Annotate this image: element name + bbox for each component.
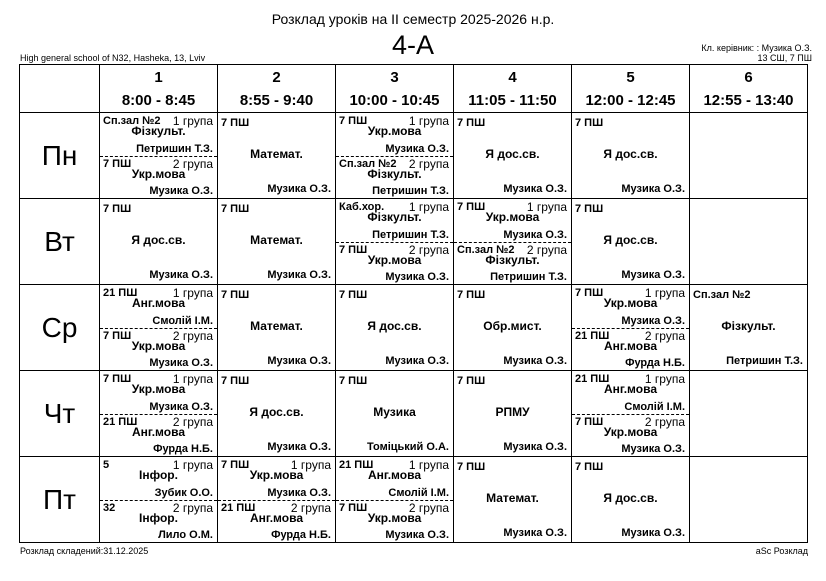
lesson-cell[interactable]: [100, 285, 218, 371]
teacher-label: Музика О.З.: [267, 183, 331, 195]
subject-label: Математ.: [486, 491, 539, 505]
lesson-cell[interactable]: [572, 457, 690, 543]
lesson-cell[interactable]: [218, 113, 336, 199]
group-label: 1 група: [172, 458, 213, 472]
group-label: 1 група: [644, 286, 685, 300]
lesson-cell[interactable]: [454, 285, 572, 371]
app-credit: aSc Розклад: [755, 546, 808, 556]
corner-cell: [20, 65, 100, 113]
group-lesson[interactable]: [100, 113, 217, 157]
lesson-cell[interactable]: [100, 457, 218, 543]
group-lesson[interactable]: [336, 199, 453, 243]
class-teacher-info: [701, 43, 812, 63]
group-lesson[interactable]: [572, 371, 689, 415]
subject-label: Укр.мова: [367, 252, 422, 267]
group-lesson[interactable]: [100, 328, 217, 371]
teacher-label: Петришин Т.З.: [372, 185, 449, 197]
subject-label: Укр.мова: [249, 468, 304, 482]
lesson-cell[interactable]: [100, 199, 218, 285]
group-lesson[interactable]: [572, 328, 689, 371]
room-label: 7 ПШ: [221, 289, 250, 301]
lesson-cell[interactable]: [454, 199, 572, 285]
subject-label: Анг.мова: [250, 510, 303, 525]
empty-cell: [690, 457, 808, 543]
day-name: Пт: [20, 457, 100, 543]
subject-label: Я дос.св.: [367, 319, 422, 333]
subject-label: РПМУ: [495, 405, 530, 419]
class-room-line: 13 СШ, 7 ПШ: [757, 53, 812, 63]
day-row: [20, 113, 808, 199]
lesson-cell[interactable]: [218, 457, 336, 543]
teacher-label: Томіцький О.А.: [366, 441, 449, 453]
group-lesson[interactable]: [100, 371, 217, 415]
teacher-label: Музика О.З.: [149, 185, 213, 197]
period-number: 1: [154, 69, 163, 86]
subject-label: Я дос.св.: [603, 233, 658, 247]
group-label: 2 група: [172, 500, 213, 515]
teacher-label: Петришин Т.З.: [490, 271, 567, 283]
lesson-cell[interactable]: [336, 113, 454, 199]
group-lesson[interactable]: [336, 113, 453, 157]
room-label: 7 ПШ: [339, 501, 368, 514]
lesson-cell[interactable]: [454, 113, 572, 199]
lesson-cell[interactable]: [100, 113, 218, 199]
group-label: 1 група: [526, 200, 567, 214]
group-label: 1 група: [172, 372, 213, 386]
group-lesson[interactable]: [454, 242, 571, 285]
lesson-cell[interactable]: [572, 285, 690, 371]
room-label: 7 ПШ: [103, 203, 132, 215]
room-label: 7 ПШ: [575, 287, 604, 299]
period-header: [690, 65, 808, 113]
subject-label: Фізкульт.: [721, 319, 776, 333]
teacher-label: Музика О.З.: [503, 527, 567, 539]
group-lesson[interactable]: [100, 414, 217, 457]
empty-cell: [690, 199, 808, 285]
room-label: 7 ПШ: [221, 375, 250, 387]
teacher-label: Музика О.З.: [503, 355, 567, 367]
group-label: 2 група: [290, 500, 331, 515]
teacher-label: Петришин Т.З.: [726, 355, 803, 367]
group-label: 1 група: [172, 286, 213, 300]
teacher-label: Музика О.З.: [385, 355, 449, 367]
room-label: 7 ПШ: [575, 203, 604, 215]
group-lesson[interactable]: [336, 500, 453, 543]
teacher-label: Музика О.З.: [621, 269, 685, 281]
day-row: [20, 371, 808, 457]
subject-label: Математ.: [250, 147, 303, 161]
period-number: 3: [390, 69, 399, 86]
lesson-cell[interactable]: [336, 199, 454, 285]
teacher-label: Смолій І.М.: [152, 314, 213, 327]
teacher-label: Фурда Н.Б.: [153, 443, 213, 455]
subject-label: Анг.мова: [604, 382, 657, 396]
room-label: 21 ПШ: [575, 329, 610, 342]
room-label: 7 ПШ: [575, 415, 604, 428]
teacher-label: Музика О.З.: [385, 271, 449, 283]
teacher-label: Зубик О.О.: [154, 486, 213, 499]
room-label: 7 ПШ: [457, 375, 486, 387]
period-time: 8:55 - 9:40: [239, 92, 314, 109]
group-label: 2 група: [526, 242, 567, 257]
room-label: Сп.зал №2: [103, 115, 161, 127]
subject-label: Я дос.св.: [603, 147, 658, 161]
room-label: 7 ПШ: [575, 461, 604, 473]
empty-cell: [690, 113, 808, 199]
room-label: 7 ПШ: [339, 289, 368, 301]
group-label: 1 група: [290, 458, 331, 472]
day-name: Чт: [20, 371, 100, 457]
group-lesson[interactable]: [100, 285, 217, 329]
subject-label: Обр.мист.: [483, 319, 542, 333]
subject-label: Я дос.св.: [249, 405, 304, 419]
room-label: 7 ПШ: [457, 201, 486, 213]
group-label: 1 група: [408, 114, 449, 128]
day-name: Вт: [20, 199, 100, 285]
group-lesson[interactable]: [100, 500, 217, 543]
room-label: 7 ПШ: [103, 157, 132, 170]
period-time: 8:00 - 8:45: [121, 92, 196, 109]
room-label: 5: [103, 459, 110, 471]
day-row: [20, 285, 808, 371]
teacher-label: Музика О.З.: [621, 443, 685, 455]
subject-label: Анг.мова: [604, 338, 657, 353]
group-label: 2 група: [172, 414, 213, 429]
subject-label: Укр.мова: [131, 382, 186, 396]
lesson-cell[interactable]: [454, 457, 572, 543]
subject-label: Фізкульт.: [131, 124, 186, 138]
teacher-label: Музика О.З.: [385, 529, 449, 541]
room-label: 7 ПШ: [457, 117, 486, 129]
teacher-label: Фурда Н.Б.: [271, 529, 331, 541]
day-row: [20, 457, 808, 543]
group-label: 2 група: [644, 328, 685, 343]
period-time: 10:00 - 10:45: [349, 92, 440, 109]
teacher-label: Лило О.М.: [158, 529, 213, 541]
room-label: Сп.зал №2: [457, 243, 515, 256]
subject-label: Фізкульт.: [367, 210, 422, 224]
group-lesson[interactable]: [100, 156, 217, 199]
teacher-label: Музика О.З.: [621, 183, 685, 195]
teacher-label: Смолій І.М.: [624, 400, 685, 413]
group-label: 2 група: [644, 414, 685, 429]
teacher-label: Музика О.З.: [621, 314, 685, 327]
group-label: 1 група: [408, 458, 449, 472]
group-lesson[interactable]: [336, 457, 453, 501]
timetable-body: [20, 113, 808, 543]
group-label: 1 група: [408, 200, 449, 214]
period-time: 12:00 - 12:45: [585, 92, 676, 109]
group-label: 2 група: [172, 156, 213, 171]
class-teacher-line: Кл. керівник: : Музика О.З.: [701, 43, 812, 53]
group-label: 1 група: [172, 114, 213, 128]
page-title: Розклад уроків на ІІ семестр 2025-2026 н.р.: [271, 11, 555, 27]
lesson-cell[interactable]: [572, 199, 690, 285]
school-name: High general school of N32, Hasheka, 13, Lviv: [20, 53, 206, 63]
subject-label: Музика: [373, 405, 416, 419]
room-label: 7 ПШ: [103, 329, 132, 342]
period-number: 2: [272, 69, 281, 86]
lesson-cell[interactable]: [218, 285, 336, 371]
group-lesson[interactable]: [100, 457, 217, 501]
subject-label: Фізкульт.: [367, 166, 422, 181]
class-name: 4-А: [391, 30, 435, 60]
group-lesson[interactable]: [336, 156, 453, 199]
room-label: 7 ПШ: [457, 289, 486, 301]
room-label: 7 ПШ: [103, 373, 132, 385]
room-label: 21 ПШ: [339, 459, 374, 471]
period-time: 11:05 - 11:50: [468, 92, 557, 109]
subject-label: Математ.: [250, 233, 303, 247]
room-label: Сп.зал №2: [693, 289, 751, 301]
subject-label: Укр.мова: [367, 510, 422, 525]
group-lesson[interactable]: [218, 457, 335, 501]
period-number: 4: [508, 69, 517, 86]
room-label: 32: [103, 501, 116, 514]
room-label: Каб.хор.: [339, 201, 385, 213]
teacher-label: Музика О.З.: [149, 357, 213, 369]
room-label: 21 ПШ: [103, 415, 138, 428]
room-label: 21 ПШ: [575, 373, 610, 385]
day-name: Пн: [20, 113, 100, 199]
group-label: 2 група: [408, 242, 449, 257]
day-name: Ср: [20, 285, 100, 371]
period-header-row: [20, 65, 808, 113]
lesson-cell[interactable]: [218, 199, 336, 285]
room-label: 7 ПШ: [339, 243, 368, 256]
timetable-grid: [19, 64, 808, 543]
group-label: 2 група: [408, 500, 449, 515]
group-lesson[interactable]: [218, 500, 335, 543]
subject-label: Інфор.: [139, 468, 178, 482]
group-label: 2 група: [172, 328, 213, 343]
period-header: [572, 65, 690, 113]
subject-label: Укр.мова: [485, 210, 540, 224]
period-number: 6: [744, 69, 753, 86]
room-label: 7 ПШ: [221, 117, 250, 129]
subject-label: Фізкульт.: [485, 252, 540, 267]
subject-label: Укр.мова: [603, 424, 658, 439]
teacher-label: Музика О.З.: [503, 228, 567, 241]
group-lesson[interactable]: [336, 242, 453, 285]
teacher-label: Петришин Т.З.: [372, 228, 449, 241]
teacher-label: Фурда Н.Б.: [625, 357, 685, 369]
room-label: 21 ПШ: [221, 501, 256, 514]
subject-label: Інфор.: [139, 510, 178, 525]
teacher-label: Музика О.З.: [149, 269, 213, 281]
group-label: 2 група: [408, 156, 449, 171]
teacher-label: Музика О.З.: [503, 183, 567, 195]
room-label: 7 ПШ: [221, 459, 250, 471]
room-label: 7 ПШ: [457, 461, 486, 473]
teacher-label: Петришин Т.З.: [136, 142, 213, 155]
period-header: [218, 65, 336, 113]
subject-label: Математ.: [250, 319, 303, 333]
lesson-cell[interactable]: [454, 371, 572, 457]
lesson-cell[interactable]: [336, 285, 454, 371]
period-header: [454, 65, 572, 113]
room-label: 7 ПШ: [339, 375, 368, 387]
period-header: [100, 65, 218, 113]
lesson-cell[interactable]: [690, 285, 808, 371]
lesson-cell[interactable]: [218, 371, 336, 457]
teacher-label: Музика О.З.: [267, 355, 331, 367]
lesson-cell[interactable]: [336, 371, 454, 457]
subject-label: Я дос.св.: [131, 233, 186, 247]
group-lesson[interactable]: [572, 285, 689, 329]
lesson-cell[interactable]: [572, 371, 690, 457]
lesson-cell[interactable]: [336, 457, 454, 543]
teacher-label: Музика О.З.: [385, 142, 449, 155]
teacher-label: Музика О.З.: [267, 441, 331, 453]
subject-label: Укр.мова: [131, 166, 186, 181]
period-header: [336, 65, 454, 113]
subject-label: Я дос.св.: [485, 147, 540, 161]
group-lesson[interactable]: [572, 414, 689, 457]
subject-label: Укр.мова: [367, 124, 422, 138]
group-lesson[interactable]: [454, 199, 571, 243]
teacher-label: Музика О.З.: [621, 527, 685, 539]
group-label: 1 група: [644, 372, 685, 386]
teacher-label: Музика О.З.: [267, 269, 331, 281]
period-time: 12:55 - 13:40: [703, 92, 794, 109]
period-number: 5: [626, 69, 635, 86]
teacher-label: Музика О.З.: [267, 486, 331, 499]
lesson-cell[interactable]: [100, 371, 218, 457]
room-label: 7 ПШ: [575, 117, 604, 129]
subject-label: Я дос.св.: [603, 491, 658, 505]
lesson-cell[interactable]: [572, 113, 690, 199]
subject-label: Укр.мова: [131, 338, 186, 353]
room-label: 7 ПШ: [221, 203, 250, 215]
created-date: Розклад складений:31.12.2025: [20, 546, 149, 556]
teacher-label: Музика О.З.: [149, 400, 213, 413]
teacher-label: Смолій І.М.: [388, 486, 449, 499]
room-label: 7 ПШ: [339, 115, 368, 127]
day-row: [20, 199, 808, 285]
subject-label: Укр.мова: [603, 296, 658, 310]
subject-label: Анг.мова: [368, 468, 421, 482]
room-label: Сп.зал №2: [339, 157, 397, 170]
subject-label: Анг.мова: [132, 424, 185, 439]
room-label: 21 ПШ: [103, 287, 138, 299]
empty-cell: [690, 371, 808, 457]
subject-label: Анг.мова: [132, 296, 185, 310]
teacher-label: Музика О.З.: [503, 441, 567, 453]
